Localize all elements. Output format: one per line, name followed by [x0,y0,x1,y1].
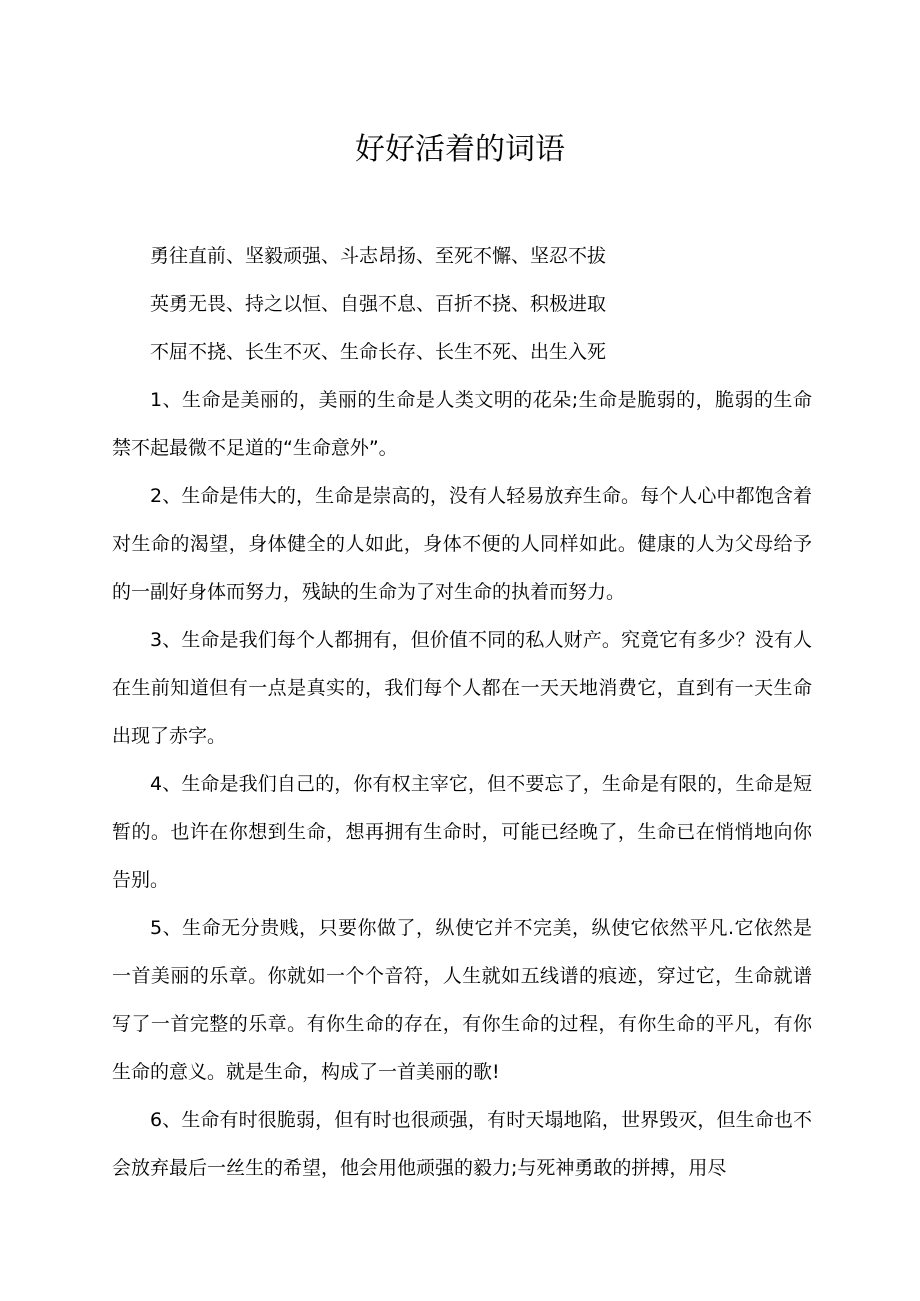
document-body [112,232,812,1192]
paragraph-2: 2、生命是伟大的，生命是崇高的，没有人轻易放弃生命。每个人心中都饱含着对生命的渴望，身体健全的人如此，身体不便的人同样如此。健康的人为父母给予的一副好身体而努力，残缺的生命为了对生命的执着而努力。 [112,485,812,603]
paragraph-3: 3、生命是我们每个人都拥有，但价值不同的私人财产。究竟它有多少？没有人在生前知道但有一点是真实的，我们每个人都在一天天地消费它，直到有一天生命出现了赤字。 [112,629,812,747]
paragraph-6: 6、生命有时很脆弱，但有时也很顽强，有时天塌地陷，世界毁灭，但生命也不会放弃最后一丝生的希望，他会用他顽强的毅力;与死神勇敢的拼搏，用尽 [112,1109,812,1179]
word-line: 不屈不挠、长生不灭、生命长存、长生不死、出生入死 [150,341,607,363]
paragraph-5: 5、生命无分贵贱，只要你做了，纵使它并不完美，纵使它依然平凡.它依然是一首美丽的乐章。你就如一个个音符，人生就如五线谱的痕迹，穿过它，生命就谱写了一首完整的乐章。有你生命的存在，有你生命的过程，有你生命的平凡，有你生命的意义。就是生命，构成了一首美丽的歌! [112,917,812,1083]
paragraph-4: 4、生命是我们自己的，你有权主宰它，但不要忘了，生命是有限的，生命是短暂的。也许在你想到生命，想再拥有生命时，可能已经晚了，生命已在悄悄地向你告别。 [112,773,812,891]
paragraph-1: 1、生命是美丽的，美丽的生命是人类文明的花朵;生命是脆弱的，脆弱的生命禁不起最微不足道的“生命意外”。 [112,389,812,459]
document-title: 好好活着的词语 [355,132,565,167]
word-line: 勇往直前、坚毅顽强、斗志昂扬、至死不懈、坚忍不拔 [150,245,607,267]
word-line: 英勇无畏、持之以恒、自强不息、百折不挠、积极进取 [150,293,607,315]
word-list [112,232,812,376]
